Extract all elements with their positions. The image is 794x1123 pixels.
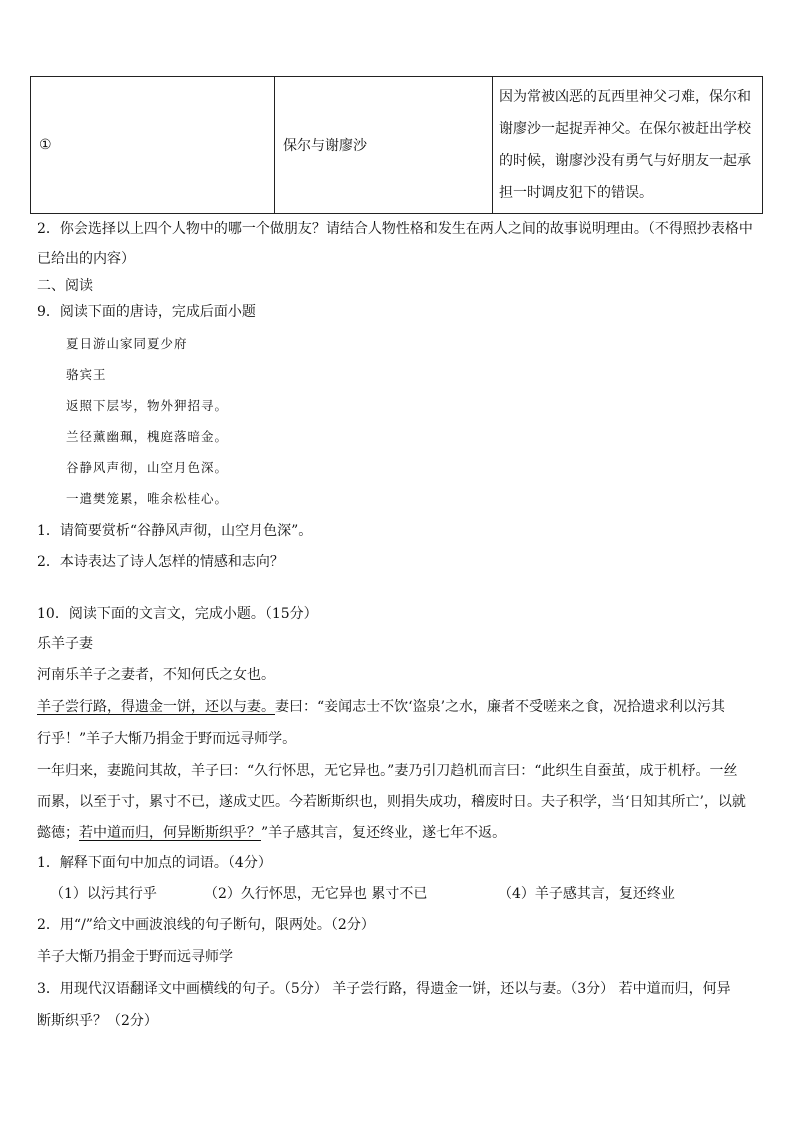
passage-p1: 河南乐羊子之妻者，不知何氏之女也。	[37, 667, 275, 683]
question-9-1: 1．请简要赏析“谷静风声彻，山空月色深”。	[37, 523, 313, 539]
underlined-sentence: 若中道而归，何异断斯织乎？	[79, 825, 261, 841]
passage-p2-line-1	[37, 697, 725, 717]
row-person: 保尔与谢廖沙	[275, 77, 493, 214]
question-10-3-line-2: 断斯织乎？（2分）	[37, 1013, 158, 1029]
question-2-line-2: 已给出的内容）	[37, 251, 135, 267]
poem-line: 谷静风声彻，山空月色深。	[66, 460, 229, 475]
character-table	[30, 76, 763, 214]
table-row	[31, 77, 763, 214]
passage-p3-line-2: 而累，以至于寸，累寸不已，遂成丈匹。今若断斯织也，则捐失成功，稽废时日。夫子积学，当‘日知其所亡’，以就	[37, 794, 746, 810]
question-10-2: 2．用“/”给文中画波浪线的句子断句，限两处。（2分）	[37, 917, 375, 933]
row-story: 因为常被凶恶的瓦西里神父刁难，保尔和谢廖沙一起捉弄神父。在保尔被赶出学校的时候，谢廖沙没有勇气与好朋友一起承担一时调皮犯下的错误。	[493, 77, 763, 214]
passage-text: ”羊子感其言，复还终业，遂七年不返。	[261, 825, 507, 841]
passage-text: 懿德；	[37, 825, 79, 841]
question-10-title: 10．阅读下面的文言文，完成小题。（15分）	[37, 606, 318, 622]
poem-author: 骆宾王	[66, 367, 107, 382]
poem-line: 兰径薰幽珮，槐庭落暗金。	[66, 429, 229, 444]
question-2-line-1: 2．你会选择以上四个人物中的哪一个做朋友？请结合人物性格和发生在两人之间的故事说明理由。（不得照抄表格中	[37, 221, 753, 237]
q10-2-sentence: 羊子大惭乃捐金于野而远寻师学	[37, 949, 233, 965]
q10-1-item: （1）以污其行乎	[50, 886, 157, 902]
q10-1-item: （2）久行怀思，无它异也 累寸不已	[204, 886, 428, 902]
poem-title: 夏日游山家同夏少府	[66, 336, 188, 351]
question-9-2: 2．本诗表达了诗人怎样的情感和志向？	[37, 554, 284, 570]
poem-line: 一遣樊笼累，唯余松桂心。	[66, 491, 229, 506]
question-10-3-line-1: 3．用现代汉语翻译文中画横线的句子。（5分） 羊子尝行路，得遗金一饼，还以与妻。（3分） 若中道而归，何异	[37, 981, 731, 997]
question-9-title: 9．阅读下面的唐诗，完成后面小题	[37, 304, 256, 320]
passage-p2-line-2: 行乎！”羊子大惭乃捐金于野而远寻师学。	[37, 731, 297, 747]
passage-p3-line-3	[37, 823, 506, 843]
passage-p3-line-1: 一年归来，妻跪问其故，羊子曰：“久行怀思，无它异也。”妻乃引刀趋机而言曰：“此织生自蚕茧，成于机杼。一丝	[37, 763, 738, 779]
poem-line: 返照下层岑，物外狎招寻。	[66, 398, 229, 413]
q10-1-item: （4）羊子感其言，复还终业	[498, 886, 675, 902]
question-10-1: 1．解释下面句中加点的词语。（4分）	[37, 855, 272, 871]
section-title: 二、阅读	[37, 278, 93, 294]
row-number: ①	[31, 77, 275, 214]
underlined-sentence: 羊子尝行路，得遗金一饼，还以与妻。	[37, 699, 275, 715]
passage-text: 妻曰：“妾闻志士不饮‘盗泉’之水，廉者不受嗟来之食，况拾遗求利以污其	[275, 699, 726, 715]
text-title: 乐羊子妻	[37, 636, 93, 652]
